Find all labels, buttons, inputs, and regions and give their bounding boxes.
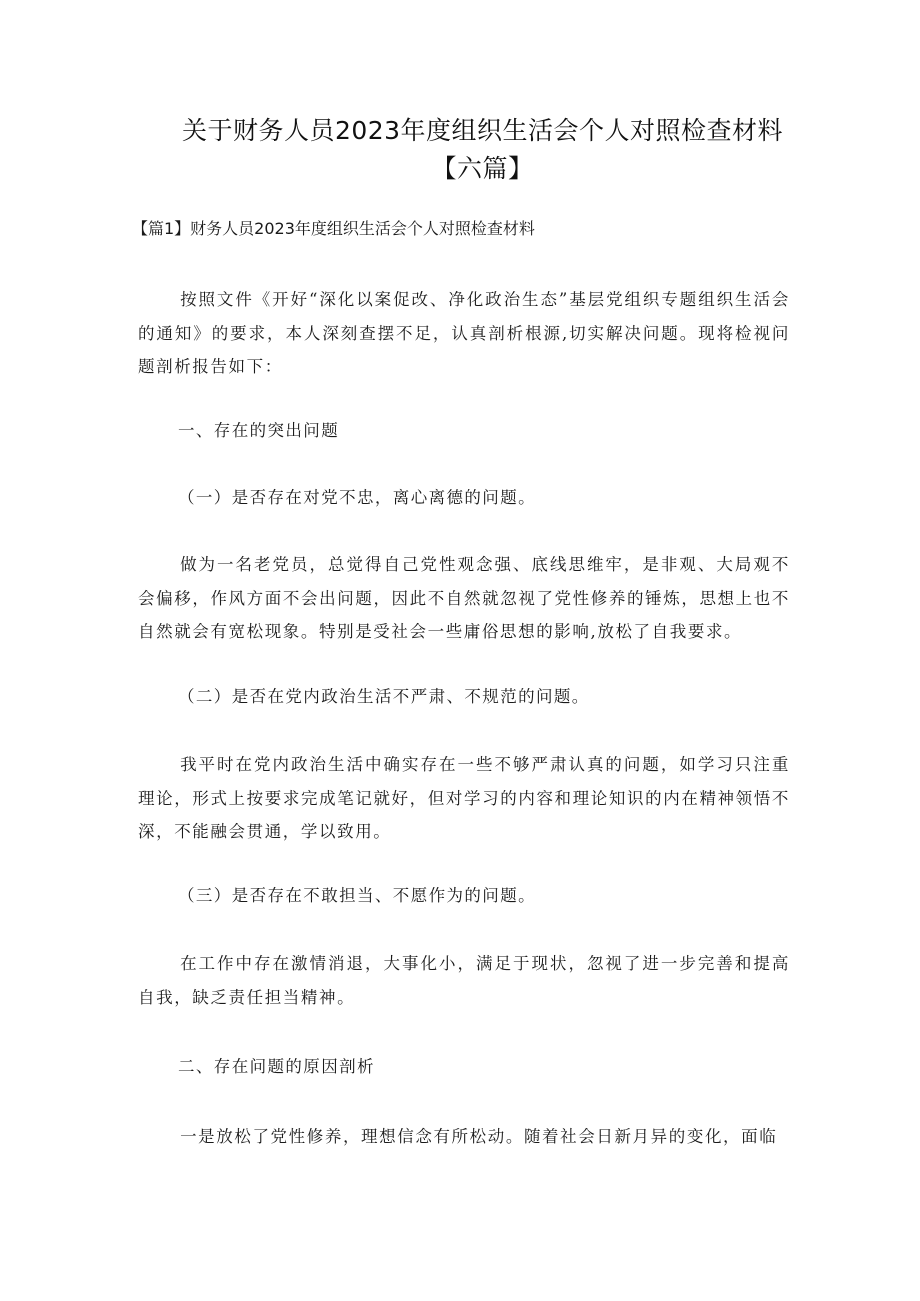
item2-heading: （二）是否在党内政治生活不严肃、不规范的问题。 [178, 687, 590, 706]
document-title: 关于财务人员2023年度组织生活会个人对照检查材料【六篇】 [181, 116, 784, 183]
part1-heading: 一、存在的突出问题 [178, 421, 340, 440]
item1-heading: （一）是否存在对党不忠，离心离德的问题。 [178, 488, 536, 507]
item2-paragraph: 我平时在党内政治生活中确实存在一些不够严肃认真的问题，如学习只注重理论，形式上按要求完成笔记就好，但对学习的内容和理论知识的内在精神领悟不深，不能融会贯通，学以致用。 [138, 755, 790, 841]
item3-heading: （三）是否存在不敢担当、不愿作为的问题。 [178, 886, 536, 905]
part2-heading: 二、存在问题的原因剖析 [178, 1057, 375, 1076]
item1-paragraph: 做为一名老党员，总觉得自己党性观念强、底线思维牢，是非观、大局观不会偏移，作风方面不会出问题，因此不自然就忽视了党性修养的锤炼，思想上也不自然就会有宽松现象。特别是受社会一些庸俗思想的影响,放松了自我要求。 [138, 555, 790, 641]
reason1-paragraph: 一是放松了党性修养，理想信念有所松动。随着社会日新月异的变化，面临 [180, 1127, 778, 1146]
item3-paragraph: 在工作中存在激情消退，大事化小，满足于现状，忽视了进一步完善和提高自我，缺乏责任担当精神。 [138, 954, 790, 1007]
section-heading: 【篇1】财务人员2023年度组织生活会个人对照检查材料 [132, 219, 535, 238]
intro-paragraph: 按照文件《开好“深化以案促改、净化政治生态”基层党组织专题组织生活会的通知》的要求，本人深刻查摆不足，认真剖析根源,切实解决问题。现将检视问题剖析报告如下： [138, 290, 790, 376]
